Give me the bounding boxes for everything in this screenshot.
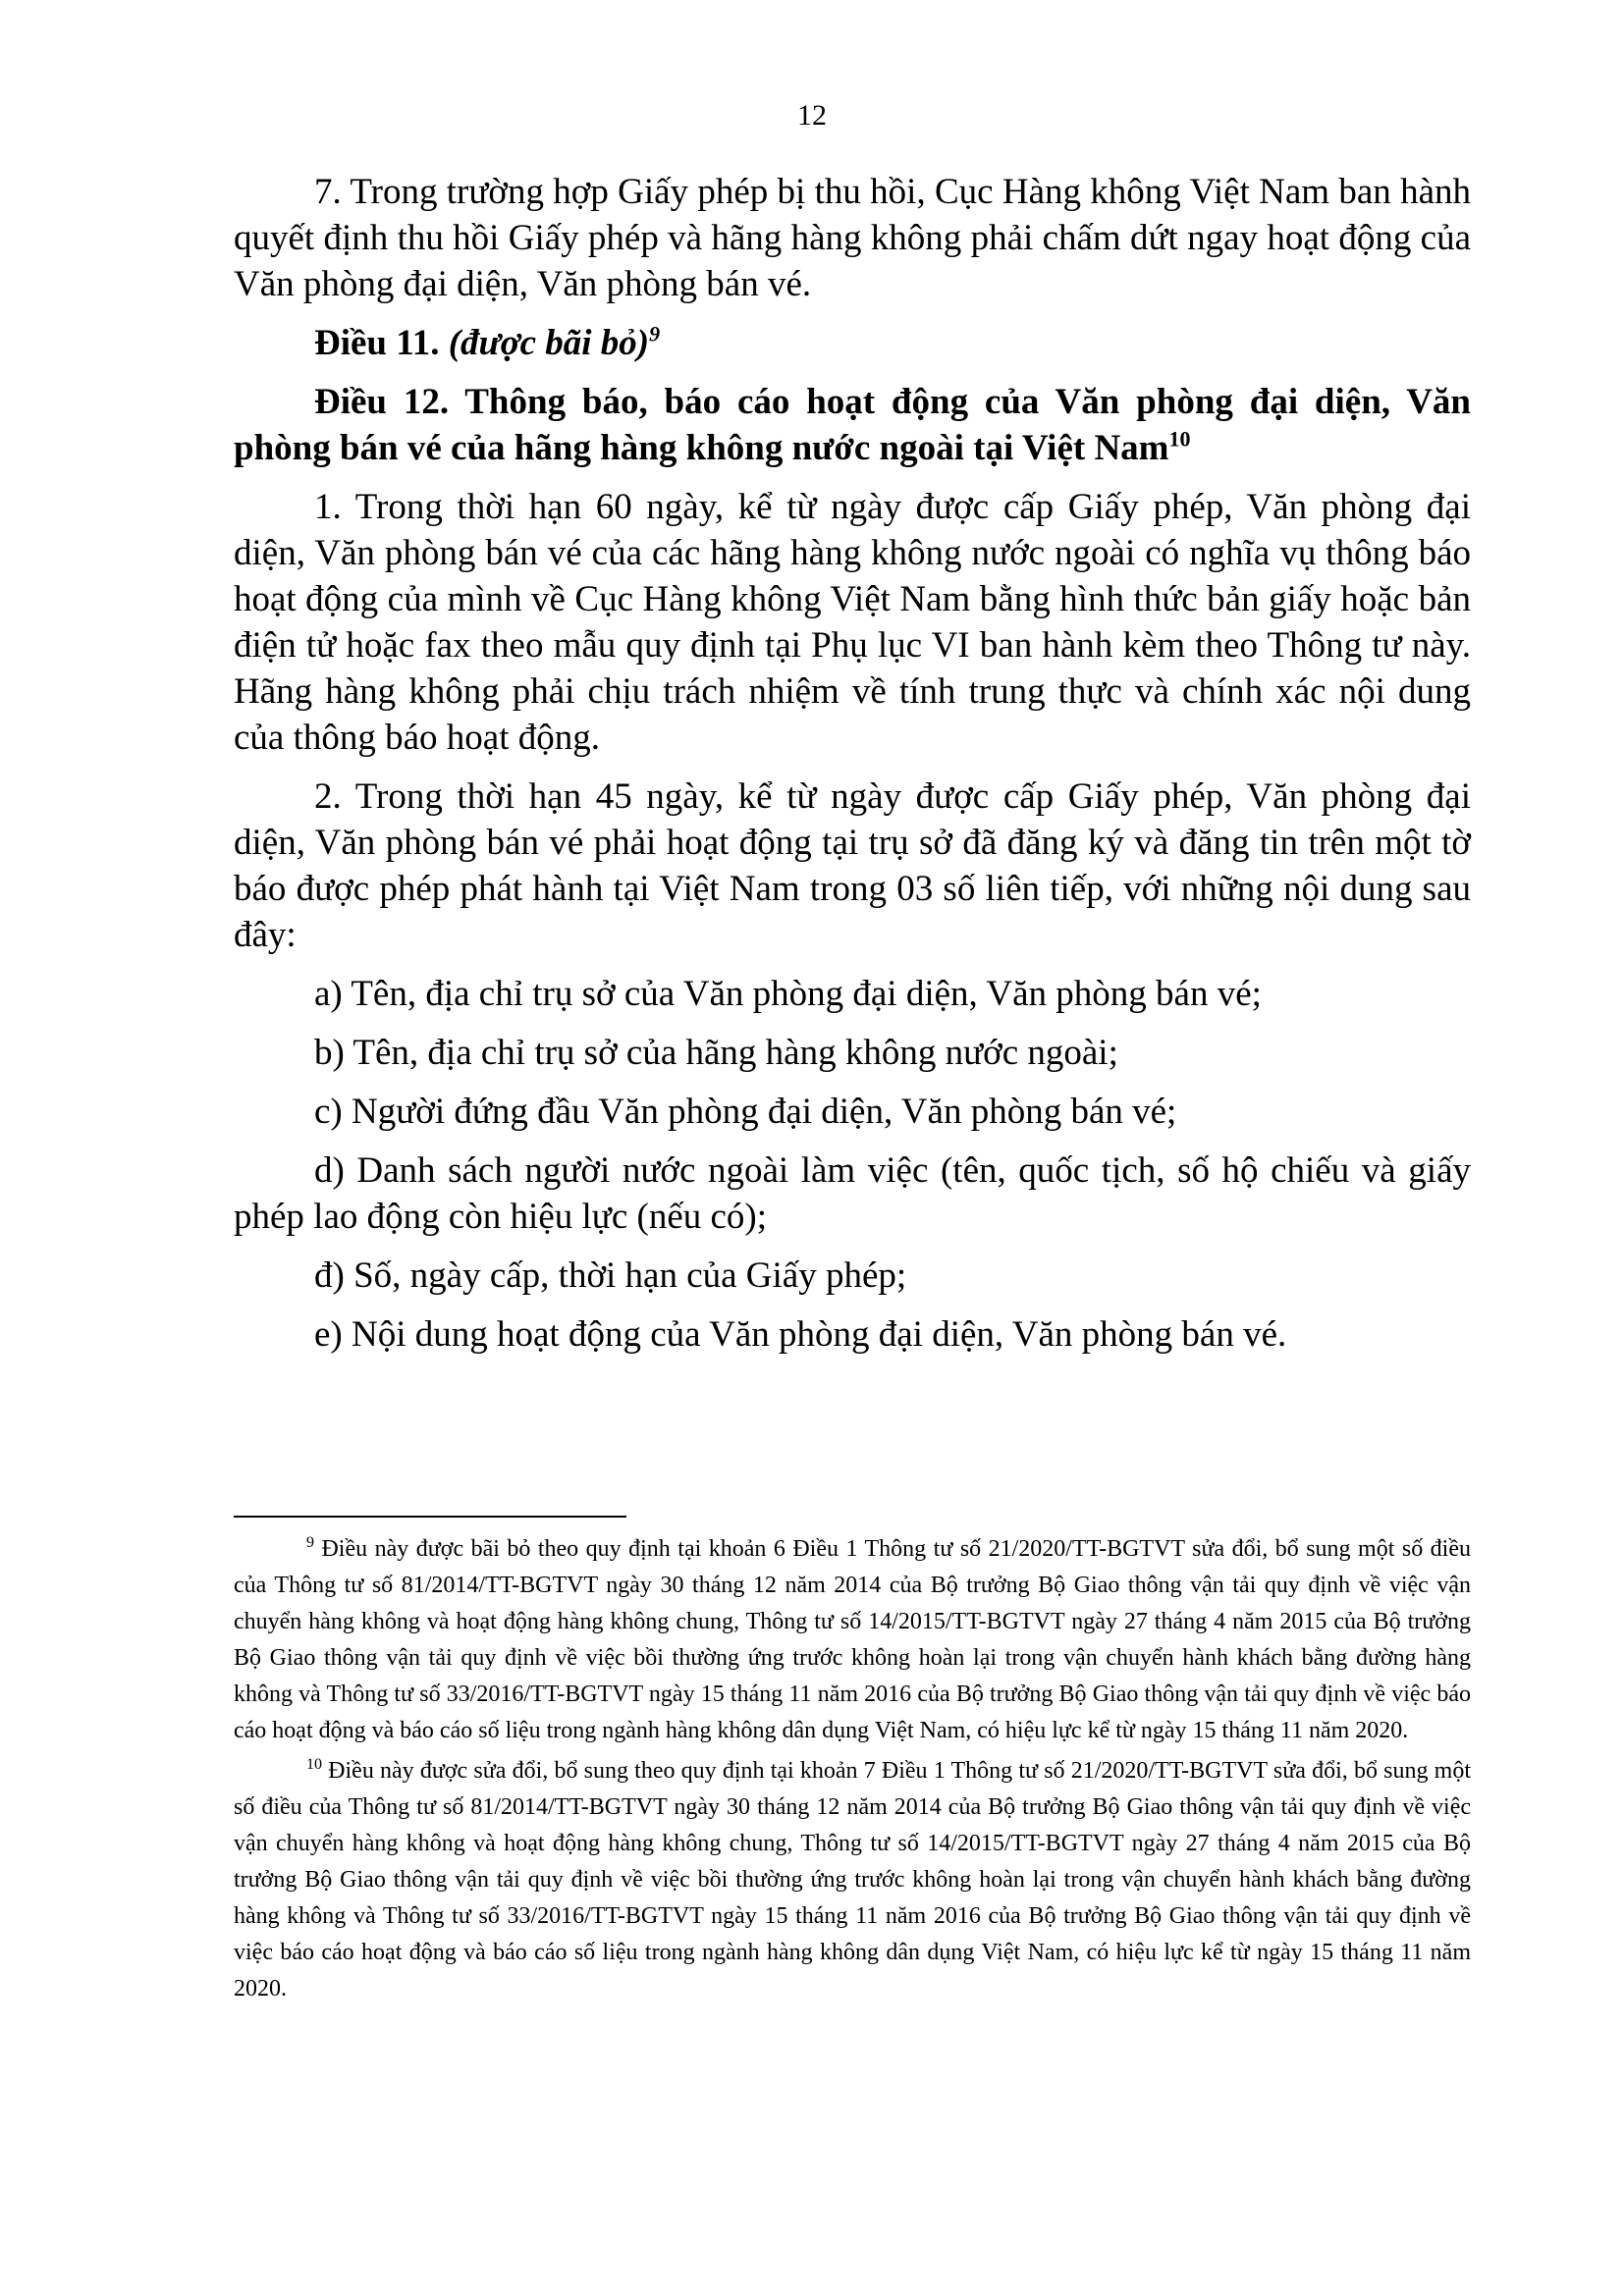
- footnote-number: 10: [306, 1756, 322, 1773]
- footnote-number: 9: [306, 1534, 314, 1551]
- footnotes: [234, 1531, 1471, 2011]
- article-11-label: Điều 11.: [314, 323, 440, 363]
- footnote-text: Điều này được sửa đổi, bổ sung theo quy định tại khoản 7 Điều 1 Thông tư số 21/2020/TT-BGTVT sửa đổi, bổ sung một số điều của Thông tư số 81/2014/TT-BGTVT ngày 30 tháng 12 năm 2014 của Bộ trưởng Bộ Giao thông vận tải quy định về việc vận chuyển hàng không và hoạt động hàng không chung, Thông tư số 14/2015/TT-BGTVT ngày 27 tháng 4 năm 2015 của Bộ trưởng Bộ Giao thông vận tải quy định về việc bồi thường ứng trước không hoàn lại trong vận chuyển hành khách bằng đường hàng không và Thông tư số 33/2016/TT-BGTVT ngày 15 tháng 11 năm 2016 của Bộ trưởng Bộ Giao thông vận tải quy định về việc báo cáo hoạt động và báo cáo số liệu trong ngành hàng không dân dụng Việt Nam, có hiệu lực kể từ ngày 15 tháng 11 năm 2020.: [234, 1758, 1471, 2002]
- footnote-9: [234, 1531, 1471, 1749]
- footnote-separator: [234, 1516, 626, 1518]
- article-12-title: Điều 12. Thông báo, báo cáo hoạt động của Văn phòng đại diện, Văn phòng bán vé của hãng hàng không nước ngoài tại Việt Nam: [234, 382, 1471, 468]
- article-11-heading: [234, 320, 1471, 366]
- footnote-ref-10[interactable]: 10: [1168, 426, 1191, 452]
- item-e: e) Nội dung hoạt động của Văn phòng đại diện, Văn phòng bán vé.: [314, 1314, 1287, 1355]
- article-11-note: (được bãi bỏ): [448, 323, 650, 363]
- clause-1: 1. Trong thời hạn 60 ngày, kể từ ngày được cấp Giấy phép, Văn phòng đại diện, Văn phòng bán vé của các hãng hàng không nước ngoài có nghĩa vụ thông báo hoạt động của mình về Cục Hàng không Việt Nam bằng hình thức bản giấy hoặc bản điện tử hoặc fax theo mẫu quy định tại Phụ lục VI ban hành kèm theo Thông tư này. Hãng hàng không phải chịu trách nhiệm về tính trung thực và chính xác nội dung của thông báo hoạt động.: [234, 487, 1471, 758]
- article-12-heading: [234, 379, 1471, 471]
- clause-7: 7. Trong trường hợp Giấy phép bị thu hồi, Cục Hàng không Việt Nam ban hành quyết định thu hồi Giấy phép và hãng hàng không phải chấm dứt ngay hoạt động của Văn phòng đại diện, Văn phòng bán vé.: [234, 172, 1471, 304]
- clause-2: 2. Trong thời hạn 45 ngày, kể từ ngày được cấp Giấy phép, Văn phòng đại diện, Văn phòng bán vé phải hoạt động tại trụ sở đã đăng ký và đăng tin trên một tờ báo được phép phát hành tại Việt Nam trong 03 số liên tiếp, với những nội dung sau đây:: [234, 776, 1471, 955]
- item-a: a) Tên, địa chỉ trụ sở của Văn phòng đại diện, Văn phòng bán vé;: [314, 974, 1262, 1014]
- footnote-10: [234, 1753, 1471, 2007]
- item-dd: đ) Số, ngày cấp, thời hạn của Giấy phép;: [314, 1255, 907, 1296]
- item-b: b) Tên, địa chỉ trụ sở của hãng hàng không nước ngoài;: [314, 1033, 1118, 1073]
- item-c: c) Người đứng đầu Văn phòng đại diện, Văn phòng bán vé;: [314, 1092, 1177, 1132]
- footnote-text: Điều này được bãi bỏ theo quy định tại khoản 6 Điều 1 Thông tư số 21/2020/TT-BGTVT sửa đổi, bổ sung một số điều của Thông tư số 81/2014/TT-BGTVT ngày 30 tháng 12 năm 2014 của Bộ trưởng Bộ Giao thông vận tải quy định về việc vận chuyển hàng không và hoạt động hàng không chung, Thông tư số 14/2015/TT-BGTVT ngày 27 tháng 4 năm 2015 của Bộ trưởng Bộ Giao thông vận tải quy định về việc bồi thường ứng trước không hoàn lại trong vận chuyển hành khách bằng đường hàng không và Thông tư số 33/2016/TT-BGTVT ngày 15 tháng 11 năm 2016 của Bộ trưởng Bộ Giao thông vận tải quy định về việc báo cáo hoạt động và báo cáo số liệu trong ngành hàng không dân dụng Việt Nam, có hiệu lực kể từ ngày 15 tháng 11 năm 2020.: [234, 1536, 1471, 1743]
- page-number: 12: [797, 99, 827, 132]
- document-body: [234, 169, 1471, 1370]
- item-d: d) Danh sách người nước ngoài làm việc (tên, quốc tịch, số hộ chiếu và giấy phép lao động còn hiệu lực (nếu có);: [234, 1150, 1471, 1237]
- footnote-ref-9[interactable]: 9: [649, 321, 661, 347]
